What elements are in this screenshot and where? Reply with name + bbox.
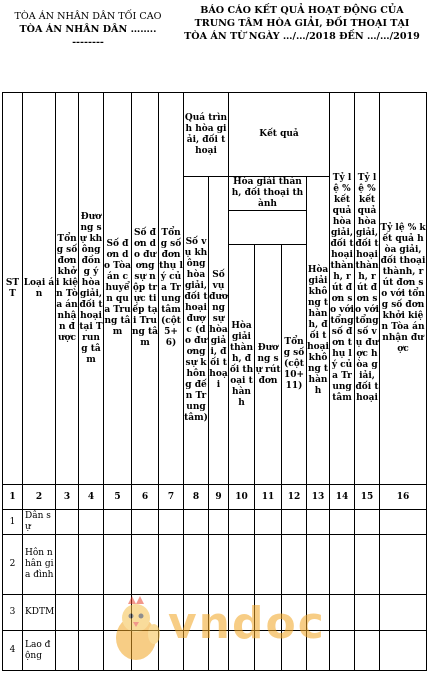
column-index-row [3, 485, 427, 510]
column-index: 9 [209, 485, 229, 510]
report-title-line-2: TRUNG TÂM HÒA GIẢI, ĐỐI THOẠI TẠI [194, 18, 410, 29]
header-process-group: Quá trình hòa giải, đối thoại [184, 93, 229, 177]
header-stt: STT [3, 93, 23, 485]
column-index: 10 [229, 485, 255, 510]
column-index: 6 [132, 485, 159, 510]
column-index: 15 [355, 485, 380, 510]
column-index: 16 [380, 485, 427, 510]
table-row [3, 510, 427, 535]
column-index: 8 [184, 485, 209, 510]
local-court-name: TÒA ÁN NHÂN DÂN …….. [19, 24, 157, 35]
court-header [2, 10, 174, 49]
table-row [3, 595, 427, 631]
report-title-line-3: TÒA ÁN TỪ NGÀY …/…/2018 ĐẾN …/…/2019 [184, 31, 420, 42]
report-title [176, 4, 428, 43]
column-index: 1 [3, 485, 23, 510]
column-index: 3 [56, 485, 79, 510]
header-total-petitions: Tổng số đơn khởi kiện Tòa án nhận được [56, 93, 79, 485]
header-case-type: Loại án [23, 93, 56, 485]
column-index: 13 [307, 485, 330, 510]
column-index: 2 [23, 485, 56, 510]
column-index: 7 [159, 485, 184, 510]
header-rate-petitions: Tỷ lệ % kết quả hòa giải, đối thoại thành, rút đơn so với tổng số đơn khởi kiện Tòa án nhận được [380, 93, 427, 485]
table-row [3, 631, 427, 671]
column-index: 4 [79, 485, 104, 510]
row-case-type: Lao động [23, 631, 56, 671]
row-stt: 1 [3, 510, 23, 535]
column-index: 11 [255, 485, 282, 510]
header-rate-mediated: Tỷ lệ % kết quả hòa giải, đối thoại thành, rút đơn so với tổng số vụ được hòa giải, đối thoại [355, 93, 380, 485]
header-withdrawn: Đương sự rút đơn [255, 245, 282, 485]
row-stt: 2 [3, 535, 23, 595]
report-title-line-1: BÁO CÁO KẾT QUẢ HOẠT ĐỘNG CỦA [200, 5, 404, 16]
header-result-group: Kết quả [229, 93, 330, 177]
header-unsuccessful: Hòa giải không thành, đối thoại không thành [307, 177, 330, 485]
header-success-group: Hòa giải thành, đối thoại thành [229, 177, 307, 211]
column-index: 5 [104, 485, 132, 510]
header-success-total: Tổng số (cột 10+11) [282, 245, 307, 485]
supreme-court-name: TÒA ÁN NHÂN DÂN TỐI CAO [14, 11, 162, 22]
column-index: 14 [330, 485, 355, 510]
header-court-transferred: Số đơn do Tòa án chuyển qua Trung tâm [104, 93, 132, 485]
row-stt: 4 [3, 631, 23, 671]
row-case-type: KDTM [23, 595, 56, 631]
header-divider: -------- [72, 37, 104, 48]
watermark-text: vndoc [168, 598, 326, 649]
header-not-mediated: Số vụ không hòa giải, đối thoại được (do đương sự không đến Trung tâm) [184, 177, 209, 485]
header-total-accepted: Tổng số đơn thụ lý của Trung tâm (cột 5+6) [159, 93, 184, 485]
header-rate-accepted: Tỷ lệ % kết quả hòa giải, đối thoại thành, rút đơn so với tổng số đơn thụ lý của Trung tâm [330, 93, 355, 485]
header-successful: Hòa giải thành, đối thoại thành [229, 245, 255, 485]
header-direct-submitted: Số đơn do đương sự nộp trực tiếp tại Trung tâm [132, 93, 159, 485]
row-stt: 3 [3, 595, 23, 631]
report-table [2, 92, 427, 671]
header-parties-disagree: Đương sự không đồng ý hòa giải, đối thoại tại Trung tâm [79, 93, 104, 485]
column-index: 12 [282, 485, 307, 510]
row-case-type: Dân sự [23, 510, 56, 535]
header-mediated: Số vụ đương sự hòa giải, đối thoại [209, 177, 229, 485]
row-case-type: Hôn nhân gia đình [23, 535, 56, 595]
table-row [3, 535, 427, 595]
